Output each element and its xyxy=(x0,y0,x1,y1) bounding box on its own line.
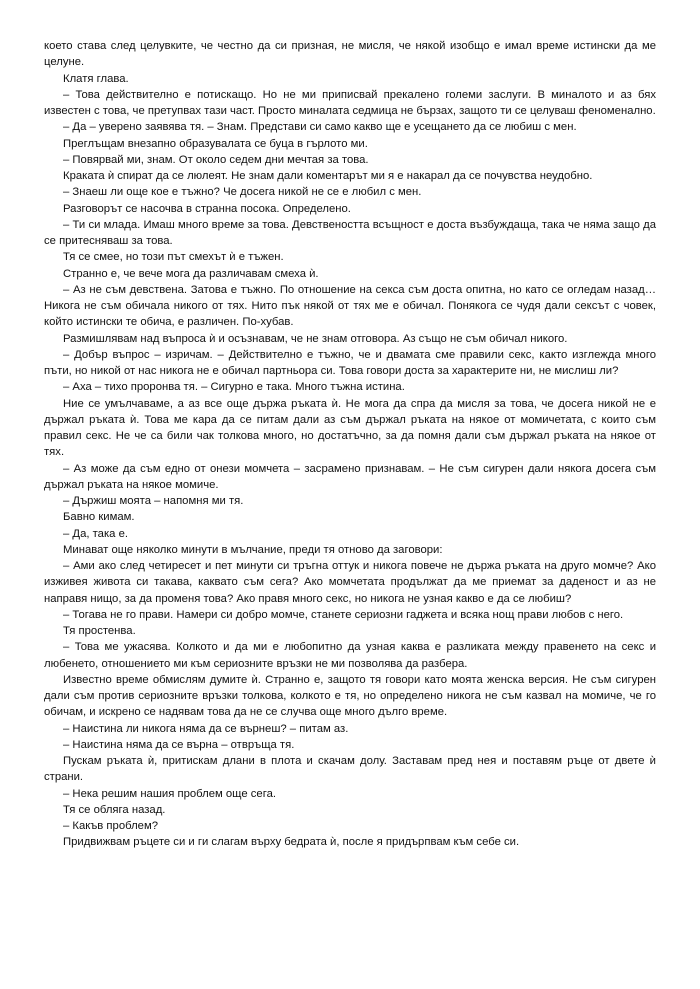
paragraph: – Аз не съм девствена. Затова е тъжно. По отношение на секса съм доста опитна, но като се огледам назад… Никога не съм обичала никого от тях. Нито пък някой от тях ме е обичал. Понякога се чудя дали сексът с човек, който истински те обича, е различен. По-хубав. xyxy=(44,283,656,329)
paragraph: – Аз може да съм едно от онези момчета – засрамено признавам. – Не съм сигурен дали някога досега съм държал ръката на някое момиче. xyxy=(44,462,656,491)
paragraph: Минават още няколко минути в мълчание, преди тя отново да заговори: xyxy=(63,543,443,556)
paragraph: Придвижвам ръцете си и ги слагам върху бедрата ѝ, после я придърпвам към себе си. xyxy=(63,836,520,849)
paragraph: – Тогава не го прави. Намери си добро момче, станете сериозни гаджета и всяка нощ прави любов с него. xyxy=(63,608,624,621)
paragraph: Странно е, че вече мога да различавам смеха ѝ. xyxy=(63,267,319,280)
paragraph: – Това действително е потискащо. Но не ми приписвай прекалено големи заслуги. В миналото и аз бях известен с това, че претупвах тази част. Просто миналата седмица не бързах, защото ти се целуваш феноменално. xyxy=(44,88,656,117)
paragraph: Ние се умълчаваме, а аз все още държа ръката ѝ. Не мога да спра да мисля за това, че досега никой не е държал ръката ѝ. Това ме кара да се питам дали аз съм държал ръката на някое от момичетата, с които съм правил секс. Не че са били чак толкова много, но достатъчно, за да помня дали съм държал ръката на някое от тях. xyxy=(44,397,656,459)
paragraph: Бавно кимам. xyxy=(63,511,135,524)
paragraph: – Аха – тихо проронва тя. – Сигурно е така. Много тъжна истина. xyxy=(63,381,405,394)
paragraph: – Добър въпрос – изричам. – Действително е тъжно, че и двамата сме правили секс, както изглежда много пъти, но никой от нас никога не е обичал партньора си. Това говори доста за характерите ни, не мислиш ли? xyxy=(44,348,656,377)
paragraph: Пускам ръката ѝ, притискам длани в плота и скачам долу. Заставам пред нея и поставям ръце от двете ѝ страни. xyxy=(44,755,656,784)
page-text-body xyxy=(44,38,656,851)
paragraph: – Да, така е. xyxy=(63,527,128,540)
paragraph: – Какъв проблем? xyxy=(63,820,158,832)
paragraph: Клатя глава. xyxy=(63,72,129,85)
paragraph: – Това ме ужасява. Колкото и да ми е любопитно да узная каква е разликата между правенето на секс и любенето, отношението ми към сериозните връзки не ми позволява да разбера. xyxy=(44,641,656,670)
paragraph: – Да – уверено заявява тя. – Знам. Представи си само какво ще е усещането да се любиш с мен. xyxy=(63,121,577,134)
paragraph: Тя се обляга назад. xyxy=(63,803,166,816)
paragraph: – Държиш моята – напомня ми тя. xyxy=(63,495,244,507)
paragraph: – Ти си млада. Имаш много време за това. Девствеността всъщност е доста възбуждаща, така че няма защо да се притесняваш за това. xyxy=(44,218,656,247)
paragraph: – Наистина ли никога няма да се върнеш? – питам аз. xyxy=(63,722,349,735)
paragraph: – Повярвай ми, знам. От около седем дни мечтая за това. xyxy=(63,153,369,166)
paragraph: което става след целувките, че честно да си призная, не мисля, че някой изобщо е имал време истински да ме целуне. xyxy=(44,40,656,69)
paragraph: Известно време обмислям думите ѝ. Странно е, защото тя говори като моята женска версия. Не съм сигурен дали съм против сериозните връзки толкова, колкото е тя, но определено никога не съм казвал на момиче, че го обичам, и искрено се надявам това да не се случва още много дълго време. xyxy=(44,673,656,719)
paragraph: Разговорът се насочва в странна посока. Определено. xyxy=(63,202,351,215)
paragraph: Краката ѝ спират да се люлеят. Не знам дали коментарът ми я е накарал да се почувства неудобно. xyxy=(63,170,593,182)
paragraph: Преглъщам внезапно образувалата се буца в гърлото ми. xyxy=(63,137,368,150)
paragraph: – Наистина няма да се върна – отвръща тя. xyxy=(63,738,295,751)
paragraph: – Нека решим нашия проблем още сега. xyxy=(63,787,276,800)
paragraph: Тя простенва. xyxy=(63,625,136,637)
paragraph: – Ами ако след четиресет и пет минути си тръгна оттук и никога повече не държа ръката на друго момче? Ако изживея живота си такава, каквато съм сега? Ако момчетата продължат да ме приемат за даденост и аз не направя нищо, за да променя това? Ако правя много секс, но никога не узная какво е да се любиш? xyxy=(44,560,656,605)
paragraph: – Знаеш ли още кое е тъжно? Че досега никой не се е любил с мен. xyxy=(63,186,422,199)
paragraph: Размишлявам над въпроса ѝ и осъзнавам, че не знам отговора. Аз също не съм обичал никого. xyxy=(63,332,568,345)
paragraph: Тя се смее, но този път смехът ѝ е тъжен. xyxy=(63,251,284,264)
